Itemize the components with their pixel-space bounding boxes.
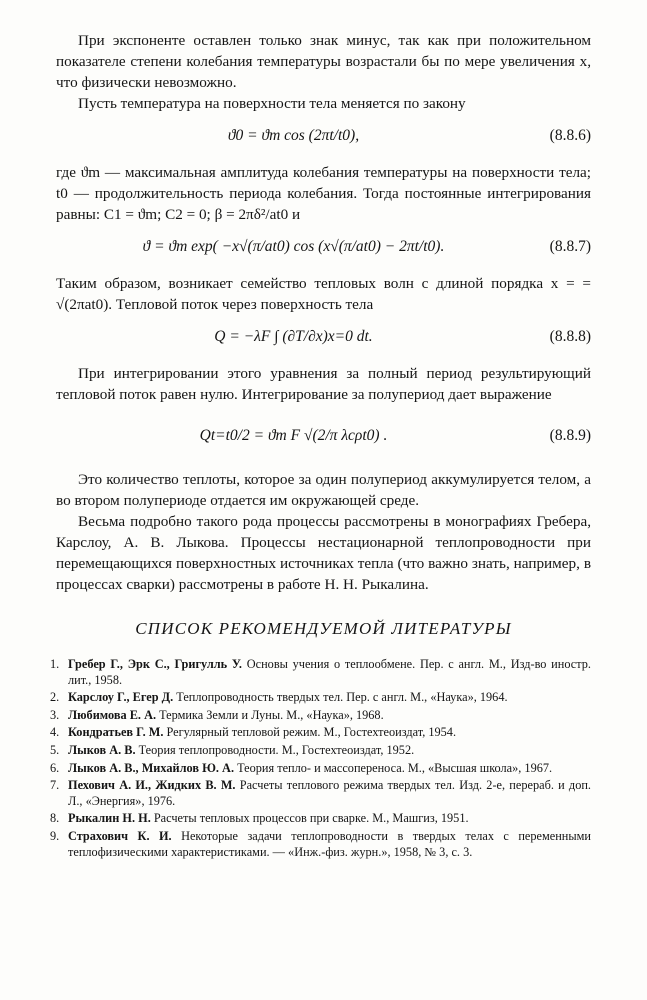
reference-item: 9. Страхович К. И. Некоторые задачи теплопроводности в твердых телах с переменными теплофизическими характеристиками. — «Инж.-физ. журн.», 1958, № 3, с. 3.	[50, 828, 592, 859]
reference-authors: Гребер Г., Эрк С., Григулль У.	[68, 657, 243, 671]
equation-formula: ϑ0 = ϑm cos (2πt/t0),	[227, 127, 360, 144]
equation-8-8-8	[56, 323, 591, 353]
reference-item: 2. Карслоу Г., Егер Д. Теплопроводность твердых тел. Пер. с англ. М., «Наука», 1964.	[50, 690, 508, 705]
reference-text: Теплопроводность твердых тел. Пер. с англ. М., «Наука», 1964.	[176, 690, 508, 705]
equation-formula: Qt=t0/2 = ϑm F √(2/π λcρt0) .	[199, 427, 388, 444]
equation-formula: ϑ = ϑm exp( −x√(π/at0) cos (x√(π/at0) − 2πt/t0).	[142, 238, 445, 255]
reference-item: 5. Лыков А. В. Теория теплопроводности. М., Гостехтеоиздат, 1952.	[50, 742, 415, 757]
reference-authors: Страхович К. И.	[68, 828, 172, 843]
paragraph-7: Весьма подробно такого рода процессы рассмотрены в монографиях Гребера, Карслоу, А. В. Лыкова. Процессы нестационарной теплопроводности при перемещающихся поверхностных источниках тепла (что важно знать, например, в процессах сварки) рассмотрены в работе Н. Н. Рыкалина.	[56, 513, 591, 593]
reference-text: Теория теплопроводности. М., Гостехтеоиздат, 1952.	[138, 742, 415, 757]
reference-text: Расчеты тепловых процессов при сварке. М., Машгиз, 1951.	[153, 811, 469, 826]
paragraph-1: При экспоненте оставлен только знак минус, так как при положительном показателе степени колебания температуры возрастали бы по мере увеличения x, что физически невозможно.	[56, 32, 591, 91]
reference-authors: Кондратьев Г. М.	[68, 725, 164, 740]
reference-item: 4. Кондратьев Г. М. Регулярный тепловой режим. М., Гостехтеоиздат, 1954.	[50, 725, 457, 740]
equation-8-8-9	[56, 413, 591, 459]
reference-authors: Лыков А. В.	[68, 742, 136, 757]
references-list	[50, 657, 592, 860]
equation-number: (8.8.7)	[549, 238, 591, 255]
reference-authors: Лыков А. В., Михайлов Ю. А.	[68, 760, 235, 775]
paragraph-5: При интегрировании этого уравнения за полный период результирующий тепловой поток равен нулю. Интегрирование за полупериод дает выражение	[56, 365, 591, 403]
equation-8-8-7	[56, 233, 591, 263]
reference-authors: Любимова Е. А.	[68, 707, 157, 722]
reference-item: 1. Гребер Г., Эрк С., Григулль У. Основы учения о теплообмене. Пер. с англ. М., Изд-во иностр. лит., 1958.	[50, 657, 591, 687]
reference-text: Термика Земли и Луны. М., «Наука», 1968.	[159, 707, 384, 722]
reference-item: 3. Любимова Е. А. Термика Земли и Луны. М., «Наука», 1968.	[50, 707, 384, 722]
equation-number: (8.8.8)	[549, 328, 591, 345]
equation-number: (8.8.6)	[549, 127, 591, 144]
reference-text: Основы учения о теплообмене. Пер. с англ. М., Изд-во иностр. лит., 1958.	[68, 657, 591, 687]
reference-text: Некоторые задачи теплопроводности в твердых телах с переменными теплофизическими характеристиками. — «Инж.-физ. журн.», 1958, № 3, с. 3.	[68, 828, 592, 859]
paragraph-3: где ϑm — максимальная амплитуда колебания температуры на поверхности тела; t0 — продолжительность периода колебания. Тогда постоянные интегрирования равны: C1 = ϑm; C2 = 0; β = 2πδ²/at0 и	[56, 164, 591, 223]
paragraph-4: Таким образом, возникает семейство тепловых волн с длиной порядка x = = √(2πat0). Тепловой поток через поверхность тела	[56, 275, 591, 313]
reference-item: 6. Лыков А. В., Михайлов Ю. А. Теория тепло- и массопереноса. М., «Высшая школа», 1967.	[50, 760, 553, 775]
equation-formula: Q = −λF ∫ (∂T/∂x)x=0 dt.	[214, 328, 373, 345]
reference-authors: Карслоу Г., Егер Д.	[68, 690, 174, 705]
paragraph-2: Пусть температура на поверхности тела меняется по закону	[78, 95, 466, 112]
equation-number: (8.8.9)	[549, 427, 591, 444]
reference-item: 7. Пехович А. И., Жидких В. М. Расчеты теплового режима твердых тел. Изд. 2-е, перераб. и доп. Л., «Энергия», 1976.	[50, 778, 591, 808]
reference-text: Регулярный тепловой режим. М., Гостехтеоиздат, 1954.	[166, 725, 457, 740]
page-content	[50, 30, 592, 862]
reference-text: Расчеты теплового режима твердых тел. Изд. 2-е, перераб. и доп. Л., «Энергия», 1976.	[68, 778, 591, 808]
equation-8-8-6	[56, 122, 591, 152]
reference-authors: Рыкалин Н. Н.	[68, 811, 151, 826]
reference-authors: Пехович А. И., Жидких В. М.	[68, 778, 236, 793]
reference-item: 8. Рыкалин Н. Н. Расчеты тепловых процессов при сварке. М., Машгиз, 1951.	[50, 811, 469, 826]
reference-text: Теория тепло- и массопереноса. М., «Высшая школа», 1967.	[237, 760, 553, 775]
paragraph-6: Это количество теплоты, которое за один полупериод аккумулируется телом, а во втором полупериоде отдается им окружающей среде.	[56, 471, 591, 509]
references-title: СПИСОК РЕКОМЕНДУЕМОЙ ЛИТЕРАТУРЫ	[135, 619, 512, 638]
